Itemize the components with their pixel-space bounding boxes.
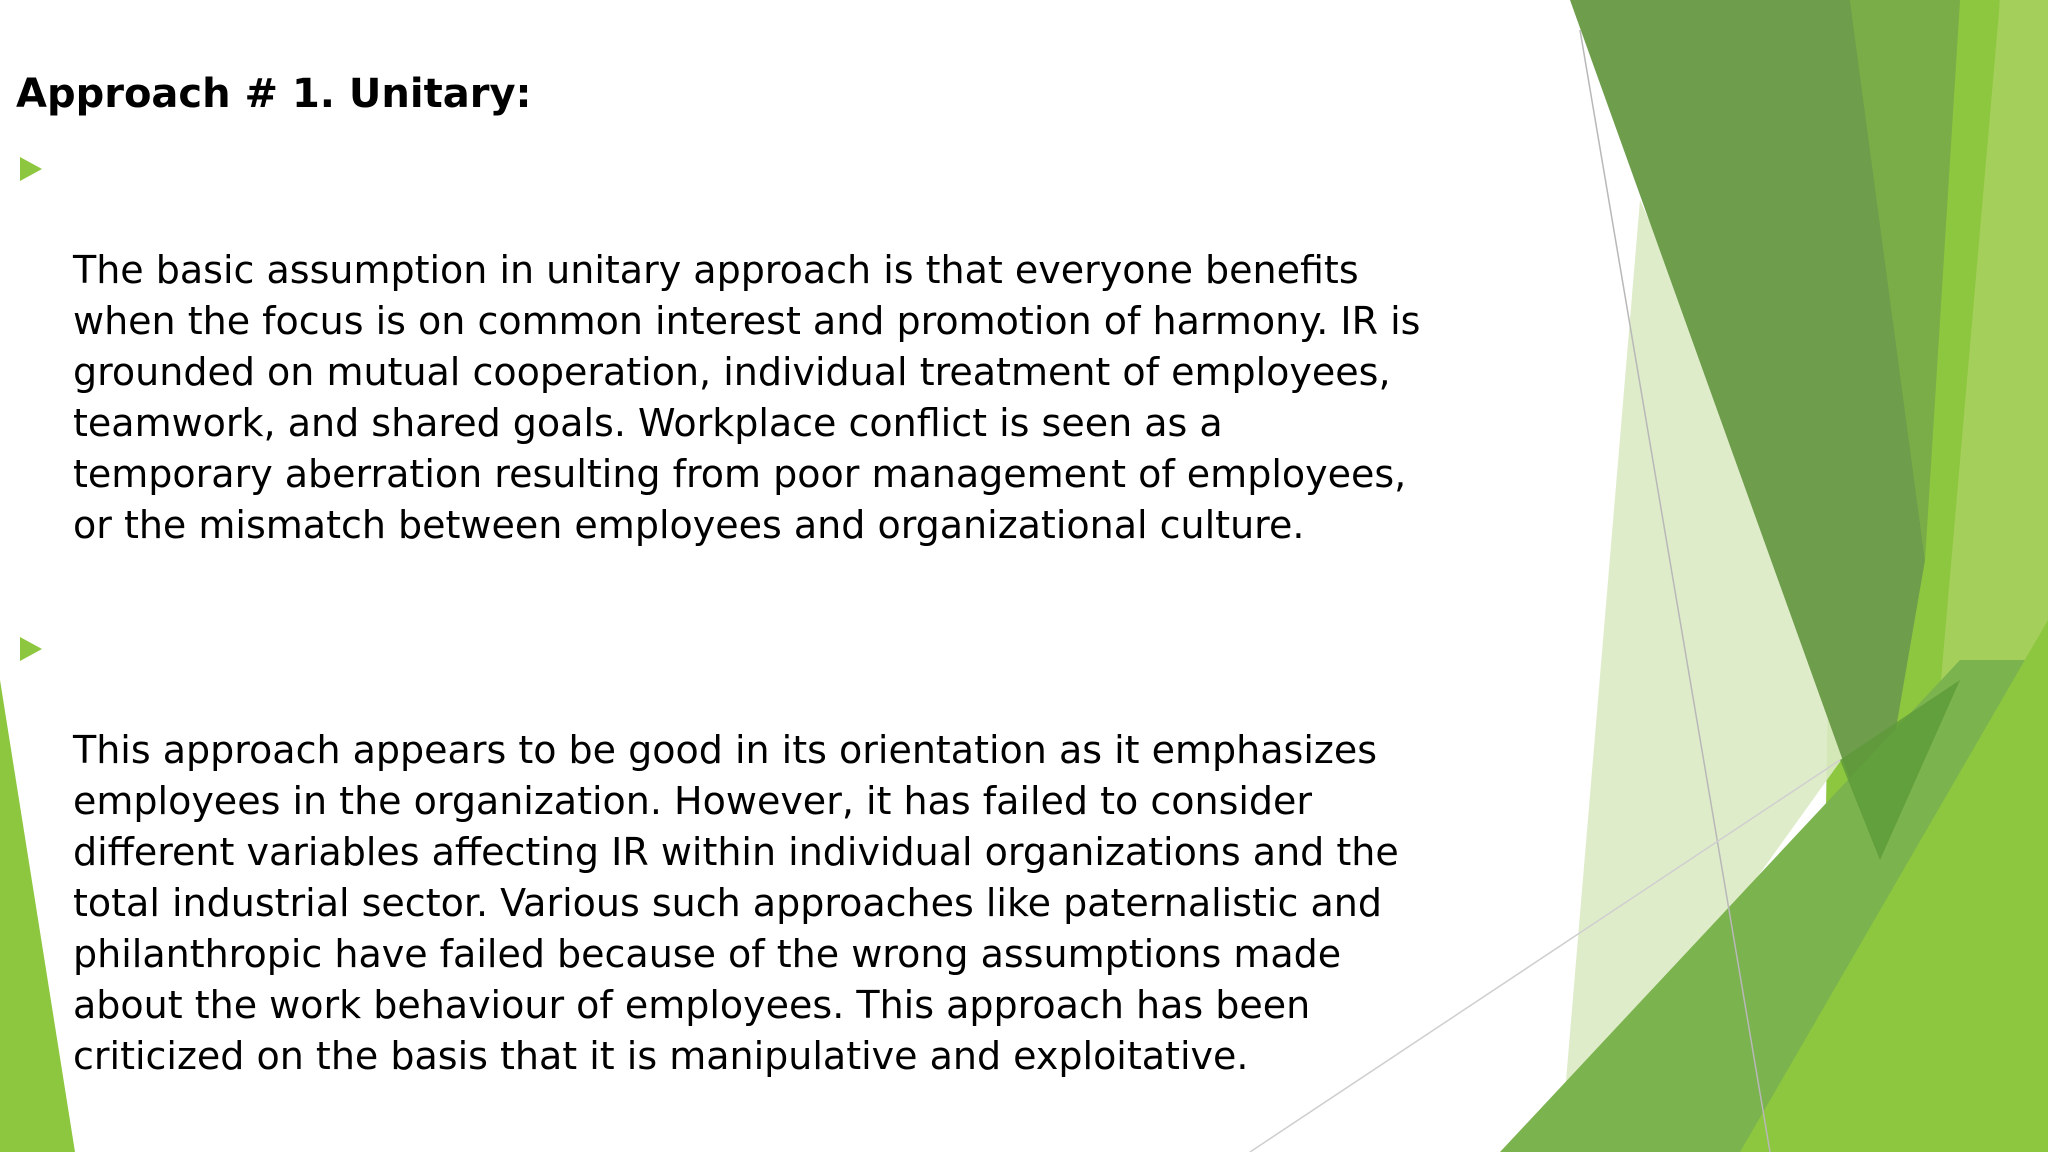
bullet-text: This approach appears to be good in its orientation as it emphasizes employees in the organization. However, it has failed to consider different variables affecting IR within individual organizations and the total industrial sector. Various such approaches like paternalistic and philanthropic have failed because of the wrong assumptions made about the work behaviour of employees. This approach has been criticized on the basis that it is manipulative and exploitative. xyxy=(73,728,1399,1078)
bullet-item xyxy=(16,143,1436,602)
bullet-list xyxy=(16,143,1436,1152)
triangle-arrow-bullet-icon xyxy=(20,157,42,181)
slide-title: Approach # 1. Unitary: xyxy=(16,71,532,117)
triangle-arrow-bullet-icon xyxy=(20,637,42,661)
bullet-item xyxy=(16,623,1436,1133)
bullet-text: The basic assumption in unitary approach is that everyone benefits when the focus is on common interest and promotion of harmony. IR is grounded on mutual cooperation, individual treatment of employees, teamwork, and shared goals. Workplace conflict is seen as a temporary aberration resulting from poor management of employees, or the mismatch between employees and organizational culture. xyxy=(73,248,1421,547)
